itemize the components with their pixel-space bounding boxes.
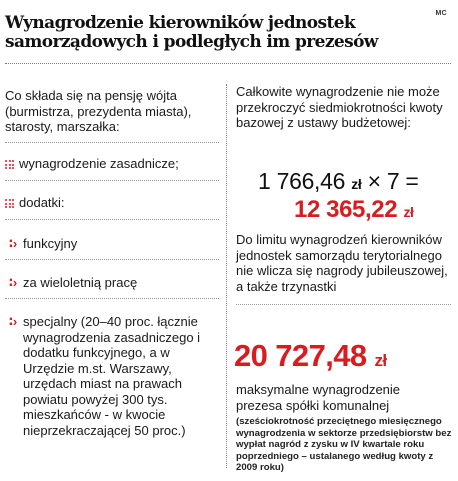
formula-result-value: 12 365,22 bbox=[294, 196, 398, 223]
intro-text: Co składa się na pensję wójta (burmistrza, prezydenta miasta), starosty, marszałka: bbox=[5, 88, 192, 134]
list-item-allowances: dodatki: bbox=[19, 195, 65, 210]
credit-label: MC bbox=[435, 10, 447, 17]
divider bbox=[5, 142, 219, 143]
page-title: Wynagrodzenie kierowników jednostek samorządowych i podległych im prezesów bbox=[5, 13, 378, 52]
formula-base bbox=[258, 168, 419, 195]
highlight-caption: maksymalne wynagrodzenie prezesa spółki komunalnej bbox=[236, 382, 401, 413]
formula-result bbox=[294, 196, 414, 224]
sub-item-functional: funkcyjny bbox=[23, 236, 78, 251]
formula-operator: × 7 = bbox=[367, 168, 419, 194]
grid-bullet-icon bbox=[5, 199, 16, 208]
list-item-salary: wynagrodzenie zasadnicze; bbox=[19, 156, 179, 171]
highlight-value: 20 727,48 bbox=[234, 338, 367, 373]
sub-item-seniority: za wieloletnią pracę bbox=[23, 275, 138, 290]
footnote: (sześciokrotność przeciętnego miesięcznego wynagrodzenia w sektorze przedsiębiorstw bez wypłat nagród z zysku w IV kwartale roku poprzedniego – ustalanego według kwoty z 2009 roku) bbox=[236, 416, 452, 473]
arrow-bullet-icon: ∶› bbox=[9, 236, 18, 251]
highlight-unit: zł bbox=[374, 351, 387, 370]
divider bbox=[236, 304, 451, 305]
divider bbox=[5, 219, 219, 220]
divider bbox=[5, 259, 219, 260]
highlight-amount bbox=[234, 338, 387, 374]
formula-result-unit: zł bbox=[403, 204, 414, 220]
grid-bullet-icon bbox=[5, 160, 16, 169]
limit-paragraph: Całkowite wynagrodzenie nie może przekroczyć siedmiokrotności kwoty bazowej z ustawy budżetowej: bbox=[236, 84, 443, 130]
column-divider bbox=[226, 84, 227, 468]
title-divider bbox=[5, 63, 451, 64]
divider bbox=[5, 298, 219, 299]
formula-base-unit: zł bbox=[351, 176, 362, 192]
sub-item-special: specjalny (20–40 proc. łącznie wynagrodzenia zasadniczego i dodatku funkcyjnego, a w Urzędzie m.st. Warszawy, urzędach miast na prawach powiatu powyżej 300 tys. mieszkańców - w kwocie nieprzekraczającej 50 proc.) bbox=[23, 314, 201, 438]
arrow-bullet-icon: ∶› bbox=[9, 275, 18, 290]
exclusion-paragraph: Do limitu wynagrodzeń kierowników jednostek samorządu terytorialnego nie wlicza się nagrody jubileuszowej, a także trzynastki bbox=[236, 232, 448, 294]
arrow-bullet-icon: ∶› bbox=[9, 314, 18, 329]
divider bbox=[5, 180, 219, 181]
formula-base-value: 1 766,46 bbox=[258, 168, 346, 194]
